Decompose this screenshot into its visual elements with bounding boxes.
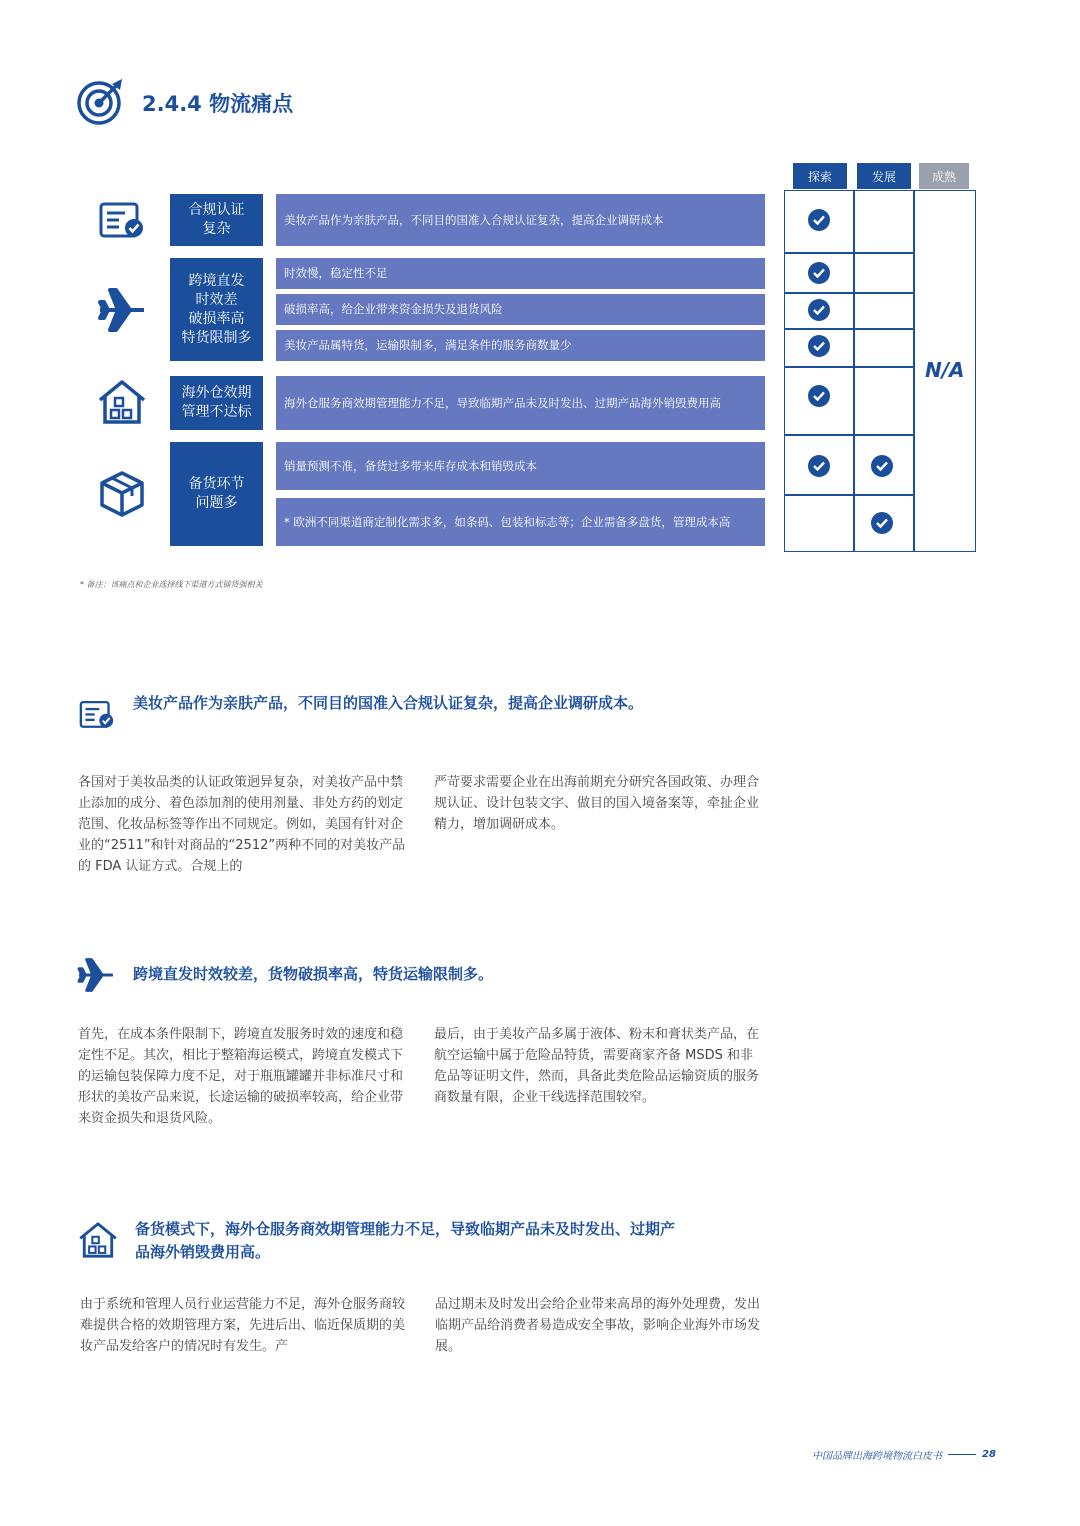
column-header-develop: 发展 bbox=[857, 163, 911, 189]
warehouse-icon bbox=[96, 376, 148, 428]
pain-point-row: 销量预测不准，备货过多带来库存成本和销毁成本 bbox=[276, 442, 765, 490]
airplane-icon bbox=[76, 955, 118, 995]
grid-divider bbox=[784, 366, 914, 368]
pain-point-row: * 欧洲不同渠道商定制化需求多，如条码、包装和标志等；企业需备多盘货，管理成本高 bbox=[276, 498, 765, 546]
column-header-explore: 探索 bbox=[793, 163, 847, 189]
category-direct-shipping bbox=[170, 258, 263, 361]
category-compliance bbox=[170, 194, 263, 246]
page-footer bbox=[812, 1447, 996, 1462]
check-icon bbox=[871, 455, 893, 477]
grid-divider bbox=[913, 190, 915, 552]
check-icon bbox=[808, 262, 830, 284]
pain-point-row: 海外仓服务商效期管理能力不足，导致临期产品未及时发出、过期产品海外销毁费用高 bbox=[276, 376, 765, 430]
package-box-icon bbox=[96, 468, 148, 520]
warehouse-icon bbox=[76, 1219, 118, 1259]
check-icon bbox=[808, 455, 830, 477]
page-number: 28 bbox=[982, 1449, 996, 1460]
pain-point-row: 破损率高，给企业带来资金损失及退货风险 bbox=[276, 294, 765, 325]
mature-value: N/A bbox=[925, 358, 965, 382]
grid-divider bbox=[853, 190, 855, 552]
grid-divider bbox=[784, 328, 914, 330]
section-paragraph-left: 首先，在成本条件限制下，跨境直发服务时效的速度和稳定性不足。其次，相比于整箱海运模式，跨境直发模式下的运输包装保障力度不足，对于瓶瓶罐罐并非标准尺寸和形状的美妆产品来说，长途运输的破损率较高，给企业带来资金损失和退货风险。 bbox=[78, 1027, 404, 1126]
grid-divider bbox=[784, 434, 914, 436]
section-heading: 跨境直发时效较差，货物破损率高，特货运输限制多。 bbox=[133, 965, 494, 983]
section-paragraph-left: 由于系统和管理人员行业运营能力不足，海外仓服务商较难提供合格的效期管理方案，先进后出、临近保质期的美妆产品发给客户的情况时有发生。产 bbox=[80, 1297, 406, 1354]
section-heading: 美妆产品作为亲肤产品，不同目的国准入合规认证复杂，提高企业调研成本。 bbox=[133, 694, 644, 712]
category-label: 备货环节 问题多 bbox=[188, 476, 245, 511]
category-label: 跨境直发 时效差 破损率高 特货限制多 bbox=[181, 272, 252, 346]
check-icon bbox=[808, 335, 830, 357]
category-overseas-warehouse bbox=[170, 376, 263, 430]
target-icon bbox=[76, 78, 126, 126]
footer-rule bbox=[948, 1454, 976, 1455]
section-paragraph-right: 品过期未及时发出会给企业带来高昂的海外处理费，发出临期产品给消费者易造成安全事故，影响企业海外市场发展。 bbox=[435, 1297, 761, 1354]
pain-point-row: 美妆产品作为亲肤产品，不同目的国准入合规认证复杂，提高企业调研成本 bbox=[276, 194, 765, 246]
section-paragraph-left: 各国对于美妆品类的认证政策迥异复杂，对美妆产品中禁止添加的成分、着色添加剂的使用剂量、非处方药的划定范围、化妆品标签等作出不同规定。例如，美国有针对企业的“2511”和针对商品的“2512”两种不同的对美妆产品的 FDA 认证方式。合规上的 bbox=[78, 775, 406, 874]
grid-divider bbox=[784, 292, 914, 294]
section-paragraph-right: 最后，由于美妆产品多属于液体、粉末和膏状类产品，在航空运输中属于危险品特货，需要商家齐备 MSDS 和非危品等证明文件，然而，具备此类危险品运输资质的服务商数量有限，企业干线选择范围较窄。 bbox=[434, 1027, 760, 1105]
pain-point-row: 美妆产品属特货，运输限制多，满足条件的服务商数量少 bbox=[276, 330, 765, 361]
check-icon bbox=[808, 385, 830, 407]
category-label: 海外仓效期 管理不达标 bbox=[181, 385, 252, 420]
check-icon bbox=[808, 299, 830, 321]
pain-point-row: 时效慢，稳定性不足 bbox=[276, 258, 765, 289]
document-check-icon bbox=[76, 696, 118, 736]
section-paragraph-right: 严苛要求需要企业在出海前期充分研究各国政策、办理合规认证、设计包装文字、做目的国入境备案等，牵扯企业精力，增加调研成本。 bbox=[434, 775, 760, 832]
airplane-icon bbox=[96, 284, 148, 336]
check-icon bbox=[871, 512, 893, 534]
page-title: 2.4.4 物流痛点 bbox=[142, 92, 294, 116]
document-check-icon bbox=[96, 196, 148, 248]
grid-divider bbox=[784, 494, 914, 496]
check-icon bbox=[808, 209, 830, 231]
category-label: 合规认证 复杂 bbox=[188, 202, 245, 237]
grid-divider bbox=[784, 252, 914, 254]
column-header-mature: 成熟 bbox=[919, 163, 969, 189]
footnote: * 备注：该痛点和企业选择线下渠道方式铺货强相关 bbox=[80, 580, 263, 589]
footer-title: 中国品牌出海跨境物流白皮书 bbox=[812, 1451, 942, 1462]
category-stocking bbox=[170, 442, 263, 546]
section-heading: 备货模式下，海外仓服务商效期管理能力不足，导致临期产品未及时发出、过期产品海外销毁费用高。 bbox=[135, 1220, 676, 1261]
